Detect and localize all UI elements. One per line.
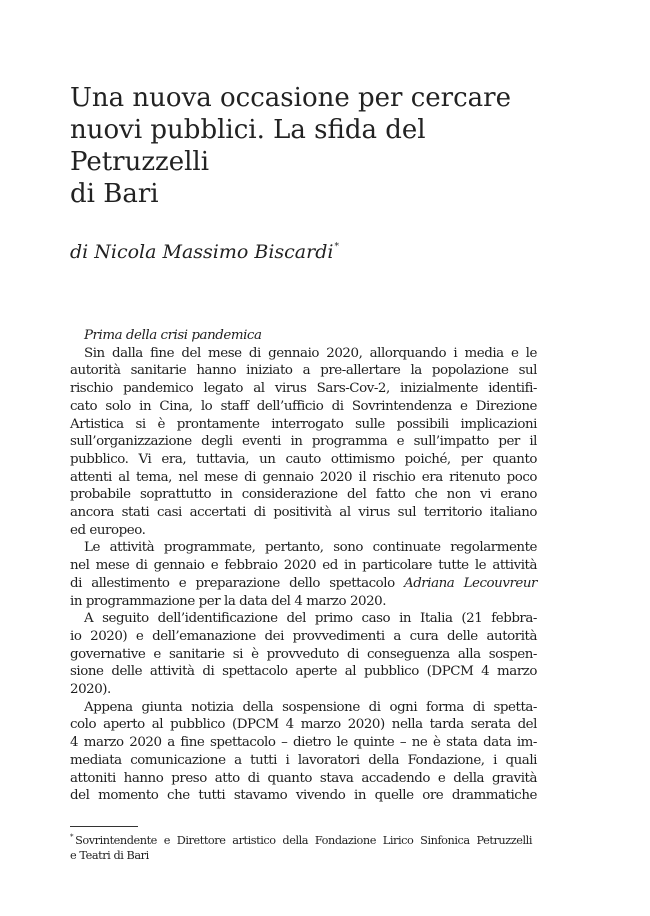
paragraph-line: nel mese di gennaio e febbraio 2020 ed in particolare tutte le attività — [70, 558, 537, 574]
paragraph-line: cato solo in Cina, lo staff dell’ufficio di Sovrintendenza e Direzione — [70, 398, 537, 414]
article-body — [70, 327, 537, 805]
paragraph-line: sull’organizzazione degli eventi in programma e sull’impatto per il — [70, 434, 537, 450]
paragraph-line: in programmazione per la data del 4 marzo 2020. — [70, 593, 387, 609]
paragraph — [70, 345, 537, 540]
paragraph-line: probabile soprattutto in considerazione del fatto che non vi erano — [70, 487, 537, 503]
paragraph-line: governative e sanitarie si è provveduto di conseguenza alla sospen- — [70, 646, 537, 662]
opera-title: Adriana Lecouvreur — [403, 575, 537, 591]
paragraph-line: autorità sanitarie hanno iniziato a pre-allertare la popolazione sul — [70, 363, 537, 379]
footnote-divider — [70, 826, 138, 827]
title-line: di Bari — [70, 179, 159, 209]
paragraph — [70, 539, 537, 610]
footnote-text: Sovrintendente e Direttore artistico della Fondazione Lirico Sinfonica Petruzzelli — [75, 834, 532, 847]
chapter-title — [70, 82, 570, 210]
paragraph-line — [70, 575, 537, 593]
footnote-mark: * — [70, 833, 74, 841]
title-line: nuovi pubblici. La sfida del Petruzzelli — [70, 115, 426, 177]
author-byline — [70, 235, 339, 264]
paragraph-line: ed europeo. — [70, 522, 146, 538]
paragraph-line: pubblico. Vi era, tuttavia, un cauto ottimismo poiché, per quanto — [70, 451, 537, 467]
paragraph — [70, 610, 537, 699]
paragraph-line: rischio pandemico legato al virus Sars-Cov-2, inizialmente identifi- — [70, 381, 537, 397]
paragraph-line: Le attività programmate, pertanto, sono continuate regolarmente — [84, 540, 537, 556]
paragraph-line: del momento che tutti stavamo vivendo in quelle ore drammatiche — [70, 788, 537, 804]
paragraph-line: 2020). — [70, 682, 111, 698]
paragraph-line: Artistica si è prontamente interrogato sulle possibili implicazioni — [70, 416, 537, 432]
footnote — [70, 830, 532, 863]
paragraph — [70, 699, 537, 805]
paragraph-line: mediata comunicazione a tutti i lavoratori della Fondazione, i quali — [70, 752, 537, 768]
paragraph-line: attoniti hanno preso atto di quanto stava accadendo e della gravità — [70, 770, 537, 786]
footnote-line — [70, 830, 532, 848]
paragraph-line: A seguito dell’identificazione del primo caso in Italia (21 febbra- — [84, 611, 537, 627]
paragraph-line: io 2020) e dell’emanazione dei provvedimenti a cura delle autorità — [70, 628, 537, 644]
author-footnote-mark: * — [334, 242, 339, 252]
paragraph-line: colo aperto al pubblico (DPCM 4 marzo 2020) nella tarda serata del — [70, 717, 537, 733]
author-name: di Nicola Massimo Biscardi — [70, 241, 334, 263]
paragraph-line: Appena giunta notizia della sospensione di ogni forma di spetta- — [84, 699, 537, 715]
paragraph-line: sione delle attività di spettacolo aperte al pubblico (DPCM 4 marzo — [70, 664, 537, 680]
paragraph-line: 4 marzo 2020 a fine spettacolo – dietro le quinte – ne è stata data im- — [70, 735, 537, 751]
paragraph-line: attenti al tema, nel mese di gennaio 2020 il rischio era ritenuto poco — [70, 469, 537, 485]
section-heading: Prima della crisi pandemica — [84, 328, 262, 343]
title-line: Una nuova occasione per cercare — [70, 83, 511, 113]
paragraph-text: di allestimento e preparazione dello spettacolo — [70, 575, 395, 591]
paragraph-line: ancora stati casi accertati di positività al virus sul territorio italiano — [70, 505, 537, 521]
paragraph-line: Sin dalla fine del mese di gennaio 2020, allorquando i media e le — [84, 345, 537, 361]
footnote-line: e Teatri di Bari — [70, 849, 149, 862]
